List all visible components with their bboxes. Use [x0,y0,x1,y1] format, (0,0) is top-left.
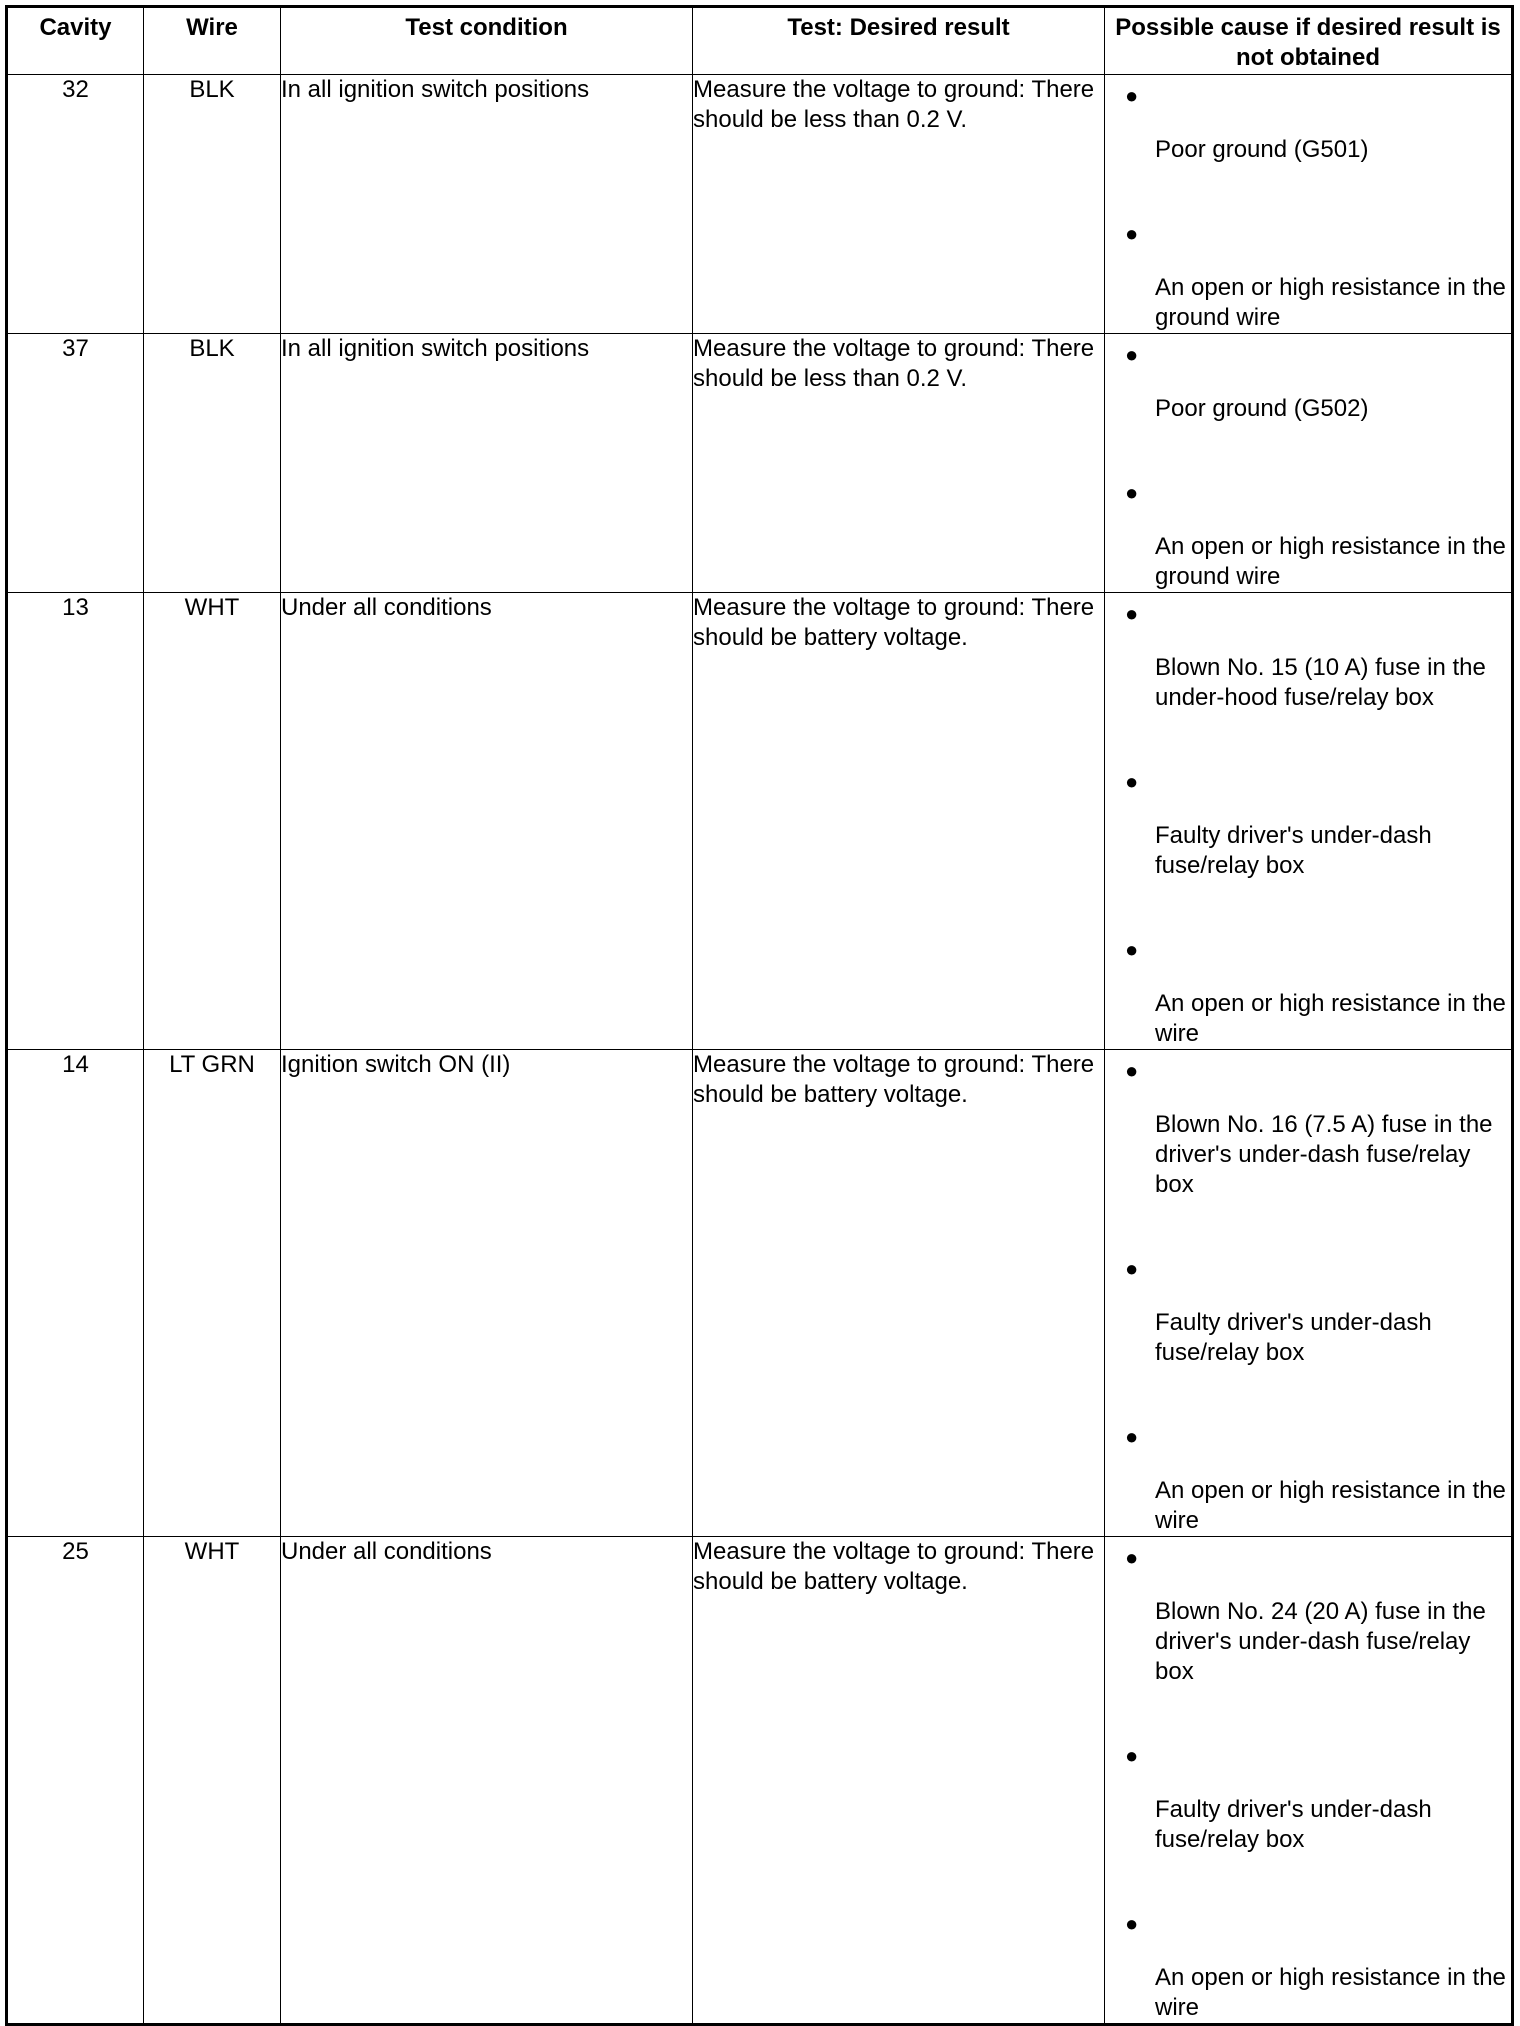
desired-result-cell: Measure the voltage to ground: There should be battery voltage. [693,1050,1105,1537]
cause-text: An open or high resistance in the wire [1155,1477,1506,1534]
bullet-icon: ● [1125,83,1139,108]
cause-text: An open or high resistance in the ground wire [1155,533,1506,590]
wire-cell: LT GRN [144,1050,281,1537]
diagnostic-table [5,5,1514,2026]
cavity-cell: 25 [7,1537,144,2025]
test-condition-cell: Ignition switch ON (II) [281,1050,693,1537]
possible-cause-cell [1105,75,1513,334]
header-cavity: Cavity [7,7,144,75]
header-row [7,7,1513,75]
bullet-icon: ● [1125,601,1139,626]
cause-list [1105,334,1511,592]
header-possible-cause: Possible cause if desired result is not obtained [1105,7,1513,75]
cause-item [1105,1735,1511,1855]
cause-text: Faulty driver's under-dash fuse/relay box [1155,1796,1432,1853]
cause-text: Faulty driver's under-dash fuse/relay box [1155,1309,1432,1366]
cause-item [1105,213,1511,333]
cause-text: An open or high resistance in the wire [1155,990,1506,1047]
cause-item [1105,472,1511,592]
table-row [7,334,1513,593]
cause-item [1105,1537,1511,1687]
cause-text: Blown No. 24 (20 A) fuse in the driver's under-dash fuse/relay box [1155,1598,1486,1685]
possible-cause-cell [1105,1537,1513,2025]
cavity-cell: 37 [7,334,144,593]
bullet-icon: ● [1125,937,1139,962]
cavity-cell: 14 [7,1050,144,1537]
wire-cell: WHT [144,593,281,1050]
cause-list [1105,1537,1511,2023]
wire-cell: BLK [144,75,281,334]
bullet-icon: ● [1125,1424,1139,1449]
possible-cause-cell [1105,334,1513,593]
cause-text: Poor ground (G501) [1155,136,1369,163]
test-condition-cell: Under all conditions [281,593,693,1050]
header-desired-result: Test: Desired result [693,7,1105,75]
table-row [7,1537,1513,2025]
cause-item [1105,334,1511,424]
bullet-icon: ● [1125,342,1139,367]
bullet-icon: ● [1125,769,1139,794]
wire-cell: BLK [144,334,281,593]
desired-result-cell: Measure the voltage to ground: There should be battery voltage. [693,593,1105,1050]
cause-text: Blown No. 16 (7.5 A) fuse in the driver's under-dash fuse/relay box [1155,1111,1493,1198]
cause-list [1105,75,1511,333]
header-wire: Wire [144,7,281,75]
cause-item [1105,593,1511,713]
cause-text: Poor ground (G502) [1155,395,1369,422]
test-condition-cell: In all ignition switch positions [281,334,693,593]
cause-item [1105,929,1511,1049]
bullet-icon: ● [1125,1256,1139,1281]
cavity-cell: 32 [7,75,144,334]
cause-text: Blown No. 15 (10 A) fuse in the under-hood fuse/relay box [1155,654,1486,711]
table-row [7,75,1513,334]
bullet-icon: ● [1125,1058,1139,1083]
table-row [7,1050,1513,1537]
cavity-cell: 13 [7,593,144,1050]
cause-text: Faulty driver's under-dash fuse/relay box [1155,822,1432,879]
possible-cause-cell [1105,593,1513,1050]
bullet-icon: ● [1125,1545,1139,1570]
cause-item [1105,761,1511,881]
cause-text: An open or high resistance in the ground wire [1155,274,1506,331]
cause-text: An open or high resistance in the wire [1155,1964,1506,2021]
desired-result-cell: Measure the voltage to ground: There should be less than 0.2 V. [693,75,1105,334]
table-body [7,75,1513,2025]
cause-list [1105,593,1511,1049]
bullet-icon: ● [1125,1911,1139,1936]
cause-item [1105,75,1511,165]
cause-item [1105,1248,1511,1368]
desired-result-cell: Measure the voltage to ground: There should be less than 0.2 V. [693,334,1105,593]
bullet-icon: ● [1125,1743,1139,1768]
cause-item [1105,1050,1511,1200]
cause-item [1105,1903,1511,2023]
header-test-condition: Test condition [281,7,693,75]
cause-item [1105,1416,1511,1536]
desired-result-cell: Measure the voltage to ground: There should be battery voltage. [693,1537,1105,2025]
possible-cause-cell [1105,1050,1513,1537]
cause-list [1105,1050,1511,1536]
test-condition-cell: Under all conditions [281,1537,693,2025]
table-row [7,593,1513,1050]
test-condition-cell: In all ignition switch positions [281,75,693,334]
bullet-icon: ● [1125,480,1139,505]
wire-cell: WHT [144,1537,281,2025]
bullet-icon: ● [1125,221,1139,246]
